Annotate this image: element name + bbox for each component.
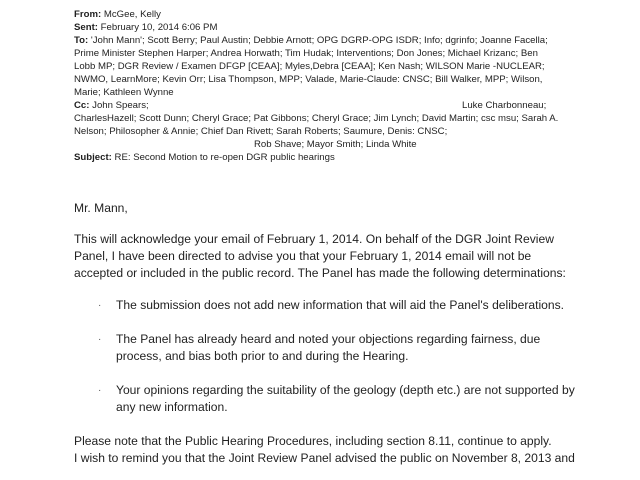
- sent-label: Sent:: [74, 22, 98, 33]
- from-line: [74, 8, 624, 21]
- cc-recipients-line: CharlesHazell; Scott Dunn; Cheryl Grace; Pat Gibbons; Cheryl Grace; Jim Lynch; David Martin; csc msu; Sarah A.: [74, 113, 559, 124]
- to-recipients-line: Lobb MP; DGR Review / Examen DFGP [CEAA]; Myles,Debra [CEAA]; Ken Nash; WILSON Marie -NUCLEAR;: [74, 61, 545, 72]
- email-header: [74, 8, 624, 164]
- email-body: [74, 200, 634, 467]
- bullet-line: process, and bias both prior to and during the Hearing.: [116, 349, 409, 363]
- cc-recipients-line: Nelson; Philosopher & Annie; Chief Dan Rivett; Sarah Roberts; Saumure, Denis: CNSC;: [74, 126, 448, 137]
- bullet-item: [74, 331, 634, 365]
- subject-line: [74, 151, 624, 164]
- paragraph-line: This will acknowledge your email of February 1, 2014. On behalf of the DGR Joint Review: [74, 232, 554, 246]
- from-value: McGee, Kelly: [103, 9, 161, 20]
- subject-value: RE: Second Motion to re-open DGR public hearings: [114, 152, 335, 163]
- bullet-marker: ·: [98, 300, 102, 311]
- to-line: [74, 34, 624, 47]
- paragraph-line: accepted or included in the public record. The Panel has made the following determinations:: [74, 266, 566, 280]
- to-block: [74, 34, 624, 99]
- cc-line: [74, 99, 624, 112]
- to-recipients-line: 'John Mann'; Scott Berry; Paul Austin; Debbie Arnott; OPG DGRP-OPG ISDR; Info; dgrinfo; Joanne Facella;: [90, 35, 548, 46]
- bullet-marker: ·: [98, 385, 102, 396]
- bullet-line: The submission does not add new information that will aid the Panel's deliberations.: [116, 298, 565, 312]
- paragraph-line: Please note that the Public Hearing Procedures, including section 8.11, continue to apply.: [74, 434, 552, 448]
- closing-paragraph: [74, 433, 634, 467]
- bullet-line: any new information.: [116, 400, 228, 414]
- sent-value: February 10, 2014 6:06 PM: [100, 22, 218, 33]
- cc-recipients-line: Rob Shave; Mayor Smith; Linda White: [254, 139, 417, 150]
- salutation: Mr. Mann,: [74, 201, 128, 215]
- to-recipients-line: Prime Minister Stephen Harper; Andrea Horwath; Tim Hudak; Interventions; Don Jones; Michael Krizanc; Ben: [74, 48, 538, 59]
- to-recipients-line: NWMO, LearnMore; Kevin Orr; Lisa Thompson, MPP; Valade, Marie-Claude: CNSC; Bill Walker, MPP; Wilson,: [74, 74, 543, 85]
- cc-block: [74, 99, 624, 151]
- cc-label: Cc:: [74, 100, 90, 111]
- to-label: To:: [74, 35, 89, 46]
- cc-recipients-line: John Spears;: [92, 100, 149, 111]
- to-recipients-line: Marie; Kathleen Wynne: [74, 87, 174, 98]
- cc-recipient: Luke Charbonneau;: [462, 100, 547, 111]
- sent-line: [74, 21, 624, 34]
- paragraph-line: Panel, I have been directed to advise you that your February 1, 2014 email will not be: [74, 249, 532, 263]
- bullet-line: Your opinions regarding the suitability of the geology (depth etc.) are not supported by: [116, 383, 575, 397]
- subject-label: Subject:: [74, 152, 112, 163]
- bullet-line: The Panel has already heard and noted your objections regarding fairness, due: [116, 332, 541, 346]
- intro-paragraph: [74, 231, 634, 282]
- paragraph-line: I wish to remind you that the Joint Review Panel advised the public on November 8, 2013 and: [74, 451, 575, 465]
- bullet-marker: ·: [98, 334, 102, 345]
- bullet-item: [74, 297, 634, 314]
- from-label: From:: [74, 9, 102, 20]
- bullet-item: [74, 382, 634, 416]
